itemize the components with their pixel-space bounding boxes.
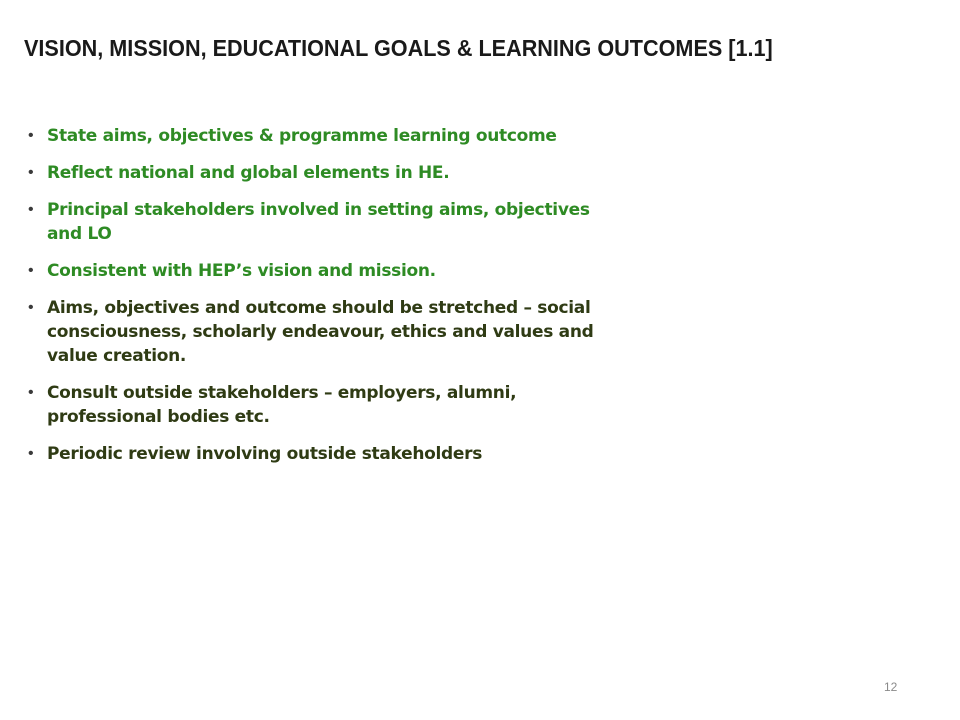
bullet-marker-icon: • [28, 445, 34, 462]
bullet-text: Consult outside stakeholders – employers, alumni, professional bodies etc. [47, 383, 517, 427]
bullet-item [28, 296, 628, 368]
bullet-item [28, 259, 628, 283]
bullet-marker-icon: • [28, 299, 34, 316]
bullet-item [28, 124, 628, 148]
bullet-text: Principal stakeholders involved in setting aims, objectives and LO [47, 200, 590, 244]
bullet-marker-icon: • [28, 127, 34, 144]
bullet-marker-icon: • [28, 262, 34, 279]
page-number: 12 [884, 680, 898, 694]
bullet-item [28, 198, 628, 246]
bullet-text: Consistent with HEP’s vision and mission. [47, 261, 436, 281]
bullet-text: Reflect national and global elements in HE. [47, 163, 450, 183]
bullet-item [28, 161, 628, 185]
bullet-item [28, 442, 628, 466]
bullet-marker-icon: • [28, 384, 34, 401]
bullet-list [28, 124, 628, 479]
bullet-text: Periodic review involving outside stakeholders [47, 444, 483, 464]
bullet-text: Aims, objectives and outcome should be stretched – social consciousness, scholarly endeavour, ethics and values and value creation. [47, 298, 594, 366]
bullet-marker-icon: • [28, 201, 34, 218]
bullet-text: State aims, objectives & programme learning outcome [47, 126, 557, 146]
slide-title: VISION, MISSION, EDUCATIONAL GOALS & LEARNING OUTCOMES [1.1] [24, 35, 773, 61]
bullet-item [28, 381, 628, 429]
bullet-marker-icon: • [28, 164, 34, 181]
